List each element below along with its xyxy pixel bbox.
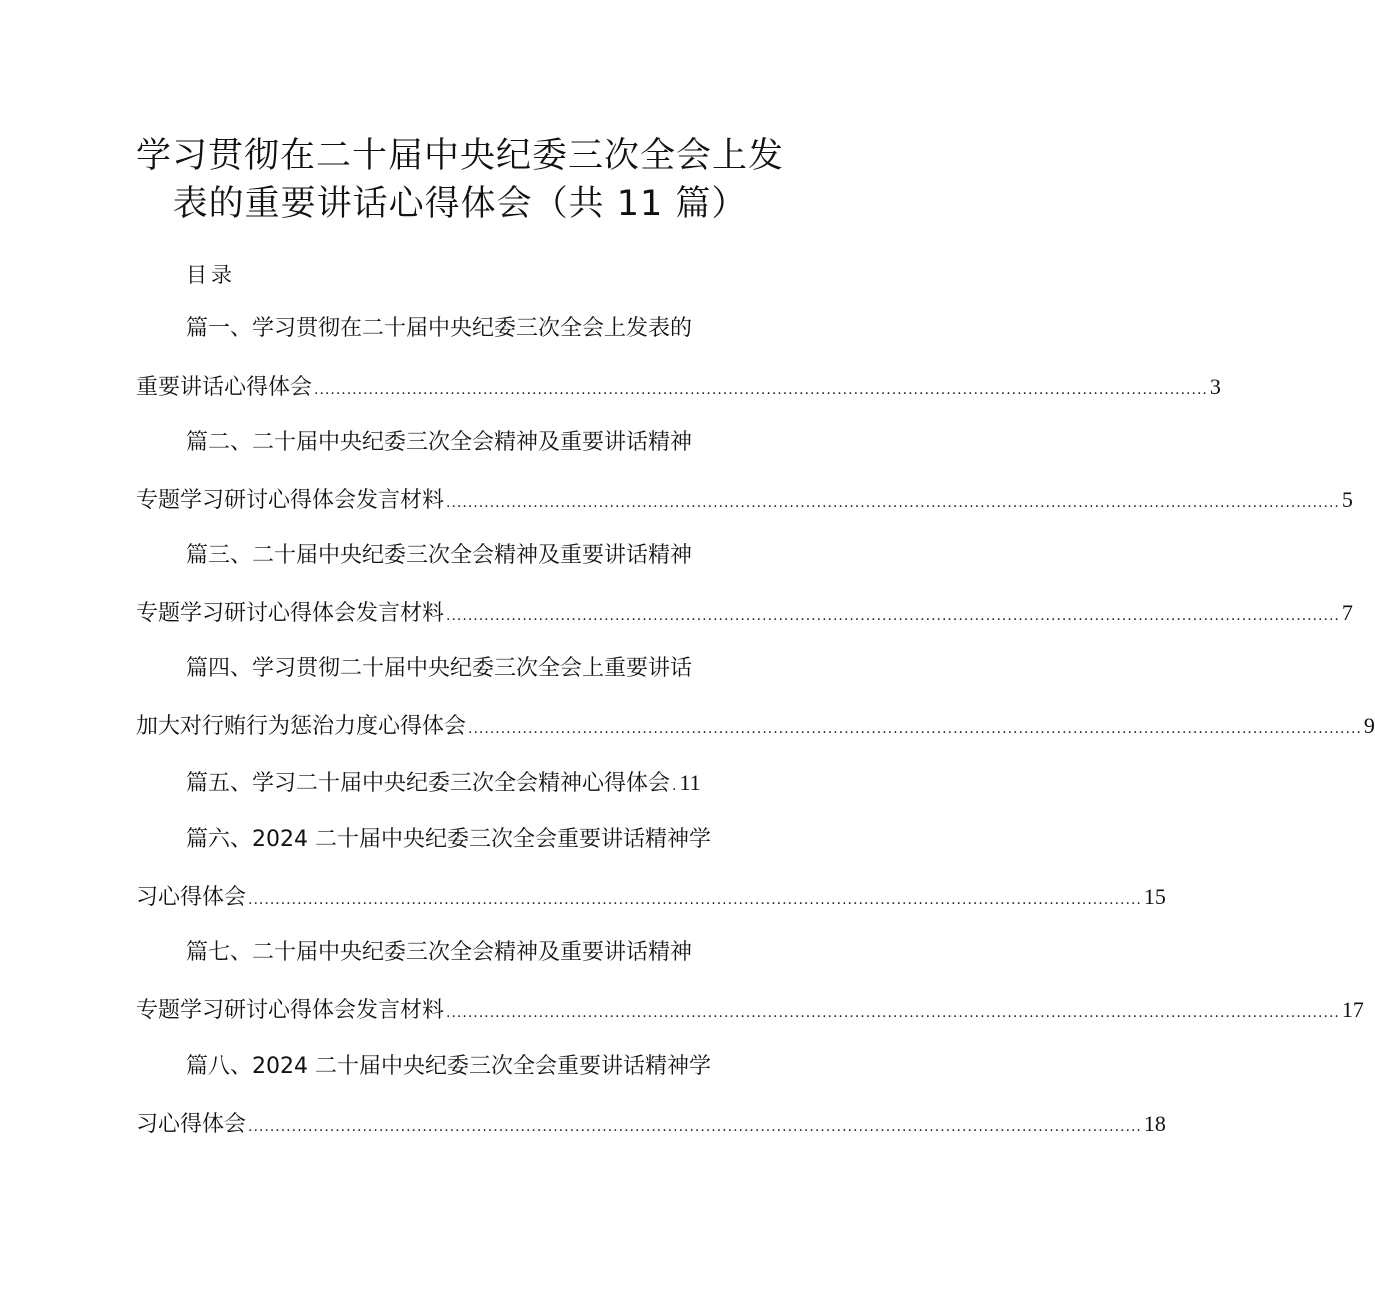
dot-leader: .................................................................................................................................................................... [446, 1005, 1340, 1021]
toc-entry-4-line-1[interactable] [186, 652, 746, 686]
toc-entry-2-line-2[interactable] [136, 483, 1353, 517]
toc-entry-4-line-2[interactable] [136, 709, 1375, 743]
dot-leader: .................................................................................................................................................................... [446, 495, 1340, 511]
toc-entry-6-line-1[interactable] [186, 823, 746, 857]
toc-page-number: 17 [1341, 997, 1364, 1022]
toc-entry-text: 加大对行贿行为惩治力度心得体会 [136, 714, 467, 739]
toc-entry-text: 篇二、二十届中央纪委三次全会精神及重要讲话精神 [186, 430, 693, 455]
toc-heading: 目录 [186, 263, 236, 287]
dot-leader: .................................................................................................................................................................... [468, 721, 1362, 737]
toc-entry-text: 篇八、2024 二十届中央纪委三次全会重要讲话精神学 [186, 1054, 711, 1079]
toc-page-number: 3 [1209, 374, 1221, 399]
toc-entry-text: 篇三、二十届中央纪委三次全会精神及重要讲话精神 [186, 543, 693, 568]
toc-entry-text: 篇五、学习二十届中央纪委三次全会精神心得体会 [186, 771, 671, 796]
toc-entry-text: 习心得体会 [136, 885, 247, 910]
toc-page-number: 5 [1341, 487, 1353, 512]
toc-entry-text: 篇四、学习贯彻二十届中央纪委三次全会上重要讲话 [186, 656, 693, 681]
toc-entry-6-line-2[interactable] [136, 880, 1166, 914]
document-title-line-2: 表的重要讲话心得体会（共 11 篇） [172, 184, 748, 224]
toc-entry-text: 专题学习研讨心得体会发言材料 [136, 601, 445, 626]
toc-page-number: 11 [679, 770, 701, 795]
toc-entry-text: 篇七、二十届中央纪委三次全会精神及重要讲话精神 [186, 940, 693, 965]
toc-entry-3-line-1[interactable] [186, 539, 746, 573]
toc-entry-2-line-1[interactable] [186, 426, 746, 460]
dot-leader: . [672, 778, 678, 794]
toc-page-number: 15 [1143, 884, 1166, 909]
toc-entry-text: 专题学习研讨心得体会发言材料 [136, 998, 445, 1023]
dot-leader: .................................................................................................................................................................... [248, 1119, 1142, 1135]
toc-entry-3-line-2[interactable] [136, 596, 1353, 630]
toc-entry-text: 篇一、学习贯彻在二十届中央纪委三次全会上发表的 [186, 316, 693, 341]
dot-leader: .................................................................................................................................................................... [248, 892, 1142, 908]
toc-page-number: 9 [1363, 713, 1375, 738]
toc-entry-text: 重要讲话心得体会 [136, 375, 313, 400]
dot-leader: .................................................................................................................................................................... [314, 382, 1208, 398]
toc-entry-1-line-2[interactable] [136, 370, 1221, 404]
toc-page-number: 7 [1341, 600, 1353, 625]
toc-entry-text: 习心得体会 [136, 1112, 247, 1137]
toc-entry-7-line-2[interactable] [136, 993, 1364, 1027]
toc-entry-5-line-1[interactable] [186, 766, 746, 800]
document-title-line-1: 学习贯彻在二十届中央纪委三次全会上发 [135, 136, 784, 176]
toc-entry-8-line-2[interactable] [136, 1107, 1166, 1141]
toc-entry-1-line-1[interactable] [186, 312, 746, 346]
dot-leader: .................................................................................................................................................................... [446, 608, 1340, 624]
toc-entry-7-line-1[interactable] [186, 936, 746, 970]
toc-entry-8-line-1[interactable] [186, 1050, 746, 1084]
toc-entry-text: 篇六、2024 二十届中央纪委三次全会重要讲话精神学 [186, 827, 711, 852]
toc-page-number: 18 [1143, 1111, 1166, 1136]
toc-entry-text: 专题学习研讨心得体会发言材料 [136, 488, 445, 513]
